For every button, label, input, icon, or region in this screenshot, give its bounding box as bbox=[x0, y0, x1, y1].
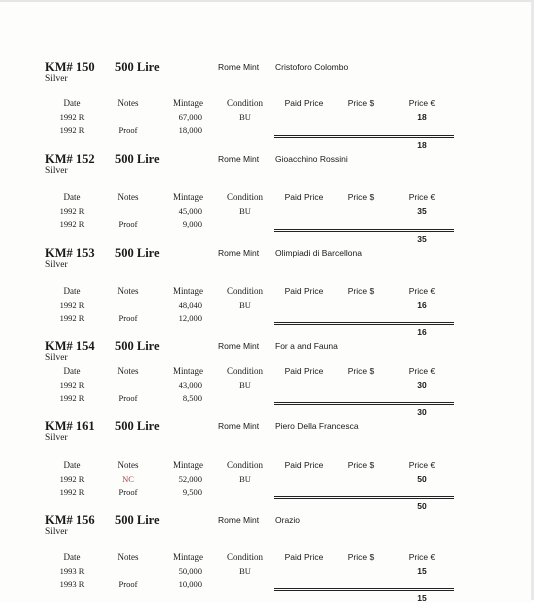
row-date: 1992 R bbox=[59, 125, 85, 135]
section-total: 50 bbox=[417, 501, 427, 511]
row-notes: Proof bbox=[118, 393, 138, 403]
total-rule-top bbox=[274, 229, 454, 230]
header-mintage: Mintage bbox=[173, 460, 203, 470]
row-date: 1992 R bbox=[59, 219, 85, 229]
coin-title: Orazio bbox=[275, 515, 301, 525]
header-price-usd: Price $ bbox=[347, 98, 375, 108]
km-number: KM# 161 bbox=[45, 419, 95, 433]
header-paid-price: Paid Price bbox=[284, 366, 324, 376]
km-number: KM# 156 bbox=[45, 513, 95, 527]
total-rule-top bbox=[274, 322, 454, 323]
km-number: KM# 153 bbox=[45, 246, 95, 260]
km-number: KM# 152 bbox=[45, 152, 95, 166]
header-date: Date bbox=[63, 366, 81, 376]
page-top-border bbox=[0, 0, 534, 2]
row-date: 1992 R bbox=[59, 393, 85, 403]
row-mintage: 9,000 bbox=[182, 219, 202, 229]
denomination: 500 Lire bbox=[115, 152, 160, 166]
total-rule-bottom bbox=[274, 137, 454, 138]
header-date: Date bbox=[63, 552, 81, 562]
row-condition: BU bbox=[239, 112, 251, 122]
mint-name: Rome Mint bbox=[218, 341, 260, 351]
mint-name: Rome Mint bbox=[218, 154, 260, 164]
total-rule-bottom bbox=[274, 231, 454, 232]
section-total: 16 bbox=[417, 327, 427, 337]
header-mintage: Mintage bbox=[173, 286, 203, 296]
header-condition: Condition bbox=[226, 366, 264, 376]
header-mintage: Mintage bbox=[173, 98, 203, 108]
row-date: 1992 R bbox=[59, 380, 85, 390]
row-mintage: 52,000 bbox=[178, 474, 202, 484]
row-date: 1992 R bbox=[59, 300, 85, 310]
header-price-usd: Price $ bbox=[347, 366, 375, 376]
denomination: 500 Lire bbox=[115, 513, 160, 527]
coin-title: Cristoforo Colombo bbox=[275, 62, 349, 72]
row-mintage: 18,000 bbox=[178, 125, 202, 135]
row-mintage: 12,000 bbox=[178, 313, 202, 323]
header-price-eur: Price € bbox=[408, 366, 436, 376]
header-notes: Notes bbox=[117, 192, 139, 202]
km-number: KM# 150 bbox=[45, 60, 95, 74]
row-condition: BU bbox=[239, 206, 251, 216]
denomination: 500 Lire bbox=[115, 419, 160, 433]
header-condition: Condition bbox=[226, 192, 264, 202]
denomination: 500 Lire bbox=[115, 60, 160, 74]
row-price-eur: 35 bbox=[417, 206, 427, 216]
total-rule-bottom bbox=[274, 404, 454, 405]
row-mintage: 48,040 bbox=[178, 300, 202, 310]
header-date: Date bbox=[63, 460, 81, 470]
mint-name: Rome Mint bbox=[218, 515, 260, 525]
header-condition: Condition bbox=[226, 460, 264, 470]
header-condition: Condition bbox=[226, 98, 264, 108]
header-price-eur: Price € bbox=[408, 286, 436, 296]
header-date: Date bbox=[63, 98, 81, 108]
row-price-eur: 30 bbox=[417, 380, 427, 390]
header-notes: Notes bbox=[117, 286, 139, 296]
row-notes: Proof bbox=[118, 487, 138, 497]
row-mintage: 9,500 bbox=[182, 487, 202, 497]
row-date: 1992 R bbox=[59, 487, 85, 497]
total-rule-top bbox=[274, 402, 454, 403]
mint-name: Rome Mint bbox=[218, 421, 260, 431]
header-paid-price: Paid Price bbox=[284, 192, 324, 202]
denomination: 500 Lire bbox=[115, 246, 160, 260]
section-total: 18 bbox=[417, 140, 427, 150]
row-notes: Proof bbox=[118, 125, 138, 135]
section-total: 15 bbox=[417, 593, 427, 603]
row-notes: Proof bbox=[118, 313, 138, 323]
header-price-eur: Price € bbox=[408, 192, 436, 202]
row-mintage: 67,000 bbox=[178, 112, 202, 122]
row-date: 1993 R bbox=[59, 579, 85, 589]
row-price-eur: 18 bbox=[417, 112, 427, 122]
header-date: Date bbox=[63, 192, 81, 202]
header-price-eur: Price € bbox=[408, 552, 436, 562]
mint-name: Rome Mint bbox=[218, 62, 260, 72]
header-mintage: Mintage bbox=[173, 552, 203, 562]
row-date: 1993 R bbox=[59, 566, 85, 576]
metal: Silver bbox=[45, 527, 68, 537]
row-condition: BU bbox=[239, 300, 251, 310]
header-mintage: Mintage bbox=[173, 192, 203, 202]
header-condition: Condition bbox=[226, 286, 264, 296]
denomination: 500 Lire bbox=[115, 339, 160, 353]
coin-title: For a and Fauna bbox=[275, 341, 338, 351]
row-mintage: 10,000 bbox=[178, 579, 202, 589]
header-paid-price: Paid Price bbox=[284, 552, 324, 562]
header-notes: Notes bbox=[117, 552, 139, 562]
row-mintage: 50,000 bbox=[178, 566, 202, 576]
header-price-eur: Price € bbox=[408, 98, 436, 108]
header-notes: Notes bbox=[117, 366, 139, 376]
row-price-eur: 50 bbox=[417, 474, 427, 484]
metal: Silver bbox=[45, 74, 68, 84]
header-paid-price: Paid Price bbox=[284, 460, 324, 470]
header-mintage: Mintage bbox=[173, 366, 203, 376]
total-rule-top bbox=[274, 135, 454, 136]
metal: Silver bbox=[45, 353, 68, 363]
header-paid-price: Paid Price bbox=[284, 98, 324, 108]
section-total: 30 bbox=[417, 407, 427, 417]
total-rule-bottom bbox=[274, 498, 454, 499]
header-price-usd: Price $ bbox=[347, 460, 375, 470]
header-condition: Condition bbox=[226, 552, 264, 562]
coin-title: Olimpiadi di Barcellona bbox=[275, 248, 362, 258]
row-price-eur: 16 bbox=[417, 300, 427, 310]
row-date: 1992 R bbox=[59, 112, 85, 122]
metal: Silver bbox=[45, 166, 68, 176]
total-rule-top bbox=[274, 588, 454, 589]
coin-title: Piero Della Francesca bbox=[275, 421, 359, 431]
row-date: 1992 R bbox=[59, 313, 85, 323]
row-condition: BU bbox=[239, 566, 251, 576]
header-price-usd: Price $ bbox=[347, 286, 375, 296]
metal: Silver bbox=[45, 433, 68, 443]
total-rule-top bbox=[274, 496, 454, 497]
header-price-usd: Price $ bbox=[347, 192, 375, 202]
row-mintage: 43,000 bbox=[178, 380, 202, 390]
row-notes: NC bbox=[122, 474, 134, 484]
row-condition: BU bbox=[239, 474, 251, 484]
header-price-usd: Price $ bbox=[347, 552, 375, 562]
row-date: 1992 R bbox=[59, 206, 85, 216]
header-price-eur: Price € bbox=[408, 460, 436, 470]
coin-title: Gioacchino Rossini bbox=[275, 154, 348, 164]
total-rule-bottom bbox=[274, 590, 454, 591]
header-notes: Notes bbox=[117, 460, 139, 470]
row-mintage: 45,000 bbox=[178, 206, 202, 216]
section-total: 35 bbox=[417, 234, 427, 244]
row-notes: Proof bbox=[118, 219, 138, 229]
mint-name: Rome Mint bbox=[218, 248, 260, 258]
row-price-eur: 15 bbox=[417, 566, 427, 576]
header-paid-price: Paid Price bbox=[284, 286, 324, 296]
header-date: Date bbox=[63, 286, 81, 296]
metal: Silver bbox=[45, 260, 68, 270]
header-notes: Notes bbox=[117, 98, 139, 108]
row-mintage: 8,500 bbox=[182, 393, 202, 403]
total-rule-bottom bbox=[274, 324, 454, 325]
row-condition: BU bbox=[239, 380, 251, 390]
row-notes: Proof bbox=[118, 579, 138, 589]
km-number: KM# 154 bbox=[45, 339, 95, 353]
row-date: 1992 R bbox=[59, 474, 85, 484]
